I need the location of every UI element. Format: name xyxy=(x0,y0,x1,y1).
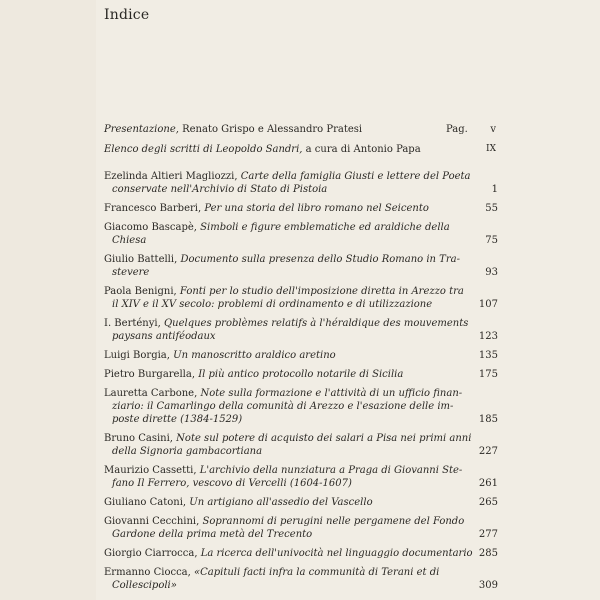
page-number: 55 xyxy=(485,203,498,214)
page-number: 1 xyxy=(491,184,498,195)
toc-title: Un manoscritto araldico aretino xyxy=(173,350,336,361)
toc-entry-line xyxy=(104,515,498,528)
toc-title: poste dirette (1384-1529) xyxy=(112,414,243,425)
toc-entry-line xyxy=(104,432,498,445)
page-margin xyxy=(0,0,96,600)
toc-entry-line xyxy=(104,387,498,400)
toc-author: Paola Benigni, xyxy=(104,286,177,297)
toc-title: «Capituli facti infra la communità di Terani et di xyxy=(194,567,440,578)
toc-author: Lauretta Carbone, xyxy=(104,388,198,399)
toc-entry xyxy=(104,547,498,560)
toc-entry xyxy=(104,515,498,541)
toc-entry xyxy=(104,253,498,279)
intro-title: Presentazione, xyxy=(104,124,179,135)
page-number: 175 xyxy=(478,369,498,380)
toc-title: Un artigiano all'assedio del Vascello xyxy=(189,497,373,508)
toc-title: Note sul potere di acquisto dei salari a Pisa nei primi anni xyxy=(176,433,472,444)
page-number: 261 xyxy=(478,478,498,489)
intro-title: Elenco degli scritti di Leopoldo Sandri, xyxy=(104,144,303,155)
intro-editor: a cura di Antonio Papa xyxy=(302,144,421,155)
toc-entry-line xyxy=(104,330,498,343)
toc-title: conservate nell'Archivio di Stato di Pistoia xyxy=(112,184,328,195)
toc-entry xyxy=(104,368,498,381)
toc-title: Simboli e figure emblematiche ed araldiche della xyxy=(200,222,450,233)
toc-title: paysans antiféodaux xyxy=(112,331,216,342)
page-number: 185 xyxy=(478,414,498,425)
toc-author: Giovanni Cecchini, xyxy=(104,516,200,527)
toc-title: Carte della famiglia Giusti e lettere del Poeta xyxy=(240,171,471,182)
pag-label: Pag. xyxy=(446,124,468,135)
toc-author: Giorgio Ciarrocca, xyxy=(104,548,198,559)
toc-entry-line xyxy=(104,477,498,490)
toc-title: Note sulla formazione e l'attività di un ufficio finan- xyxy=(200,388,463,399)
toc-entry xyxy=(104,285,498,311)
toc-entry xyxy=(104,221,498,247)
intro-authors: Renato Grispo e Alessandro Pratesi xyxy=(178,124,363,135)
toc-entry-line xyxy=(104,202,498,215)
toc-title: Fonti per lo studio dell'imposizione diretta in Arezzo tra xyxy=(179,286,464,297)
toc-entry-line xyxy=(104,413,498,426)
toc-entry-line xyxy=(104,496,498,509)
toc-title: Per una storia del libro romano nel Seicento xyxy=(204,203,429,214)
toc-title: Il più antico protocollo notarile di Sicilia xyxy=(198,369,404,380)
intro-section xyxy=(104,123,496,163)
toc-entry xyxy=(104,496,498,509)
toc-entry-line xyxy=(104,400,498,413)
toc-entry-line xyxy=(104,170,498,183)
toc-author: Bruno Casini, xyxy=(104,433,173,444)
page-number: IX xyxy=(486,144,496,154)
toc-author: Pietro Burgarella, xyxy=(104,369,196,380)
toc-title: Chiesa xyxy=(112,235,147,246)
toc-title: Soprannomi di perugini nelle pergamene del Fondo xyxy=(202,516,465,527)
toc-entry-line xyxy=(104,221,498,234)
toc-title: La ricerca dell'univocità nel linguaggio documentario xyxy=(200,548,473,559)
page-number: 135 xyxy=(478,350,498,361)
toc-author: Maurizio Cassetti, xyxy=(104,465,197,476)
toc-entry-line xyxy=(104,579,498,592)
toc-entry xyxy=(104,566,498,592)
page-number: 93 xyxy=(485,267,498,278)
toc-entry-line xyxy=(104,566,498,579)
page-number: 75 xyxy=(485,235,498,246)
toc-title: stevere xyxy=(112,267,150,278)
toc-title: della Signoria gambacortiana xyxy=(112,446,263,457)
toc-title: Collescipoli» xyxy=(112,580,177,591)
toc-entry-line xyxy=(104,317,498,330)
toc-entry-line xyxy=(104,183,498,196)
intro-row-elenco xyxy=(104,143,496,163)
toc-title: Documento sulla presenza dello Studio Romano in Tra- xyxy=(180,254,460,265)
page-number: 227 xyxy=(478,446,498,457)
toc-author: Giacomo Bascapè, xyxy=(104,222,197,233)
toc-entry-line xyxy=(104,464,498,477)
toc-author: Francesco Barberi, xyxy=(104,203,202,214)
toc-entry-line xyxy=(104,445,498,458)
toc-title: ziario: il Camarlingo della comunità di Arezzo e l'esazione delle im- xyxy=(112,401,454,412)
toc-author: Ezelinda Altieri Magliozzi, xyxy=(104,171,238,182)
toc-entry-line xyxy=(104,349,498,362)
toc-title: Quelques problèmes relatifs à l'héraldique des mouvements xyxy=(163,318,469,329)
toc-author: Luigi Borgia, xyxy=(104,350,170,361)
page-number: 285 xyxy=(478,548,498,559)
toc-entry-line xyxy=(104,285,498,298)
toc-entry-line xyxy=(104,253,498,266)
toc-entry xyxy=(104,464,498,490)
toc-author: Giuliano Catoni, xyxy=(104,497,187,508)
toc-title: fano Il Ferrero, vescovo di Vercelli (1604-1607) xyxy=(112,478,352,489)
page-number: 123 xyxy=(478,331,498,342)
toc-entry xyxy=(104,387,498,426)
toc-title: L'archivio della nunziatura a Praga di Giovanni Ste- xyxy=(199,465,463,476)
toc-entry-line xyxy=(104,234,498,247)
page-number: 107 xyxy=(478,299,498,310)
index-heading: Indice xyxy=(104,7,150,23)
toc-author: I. Bertényi, xyxy=(104,318,161,329)
page-number: v xyxy=(490,124,496,135)
page-number: 309 xyxy=(478,580,498,591)
toc-author: Ermanno Ciocca, xyxy=(104,567,191,578)
page-number: 265 xyxy=(478,497,498,508)
toc-author: Giulio Battelli, xyxy=(104,254,178,265)
page-number: 277 xyxy=(478,529,498,540)
toc-entry xyxy=(104,432,498,458)
toc-list xyxy=(104,170,498,598)
toc-entry xyxy=(104,317,498,343)
toc-entry xyxy=(104,170,498,196)
toc-entry xyxy=(104,202,498,215)
toc-title: il XIV e il XV secolo: problemi di ordinamento e di utilizzazione xyxy=(112,299,433,310)
toc-entry-line xyxy=(104,368,498,381)
toc-entry xyxy=(104,349,498,362)
toc-entry-line xyxy=(104,298,498,311)
toc-title: Gardone della prima metà del Trecento xyxy=(112,529,313,540)
intro-row-presentazione xyxy=(104,123,496,143)
toc-entry-line xyxy=(104,266,498,279)
toc-entry-line xyxy=(104,547,498,560)
toc-entry-line xyxy=(104,528,498,541)
